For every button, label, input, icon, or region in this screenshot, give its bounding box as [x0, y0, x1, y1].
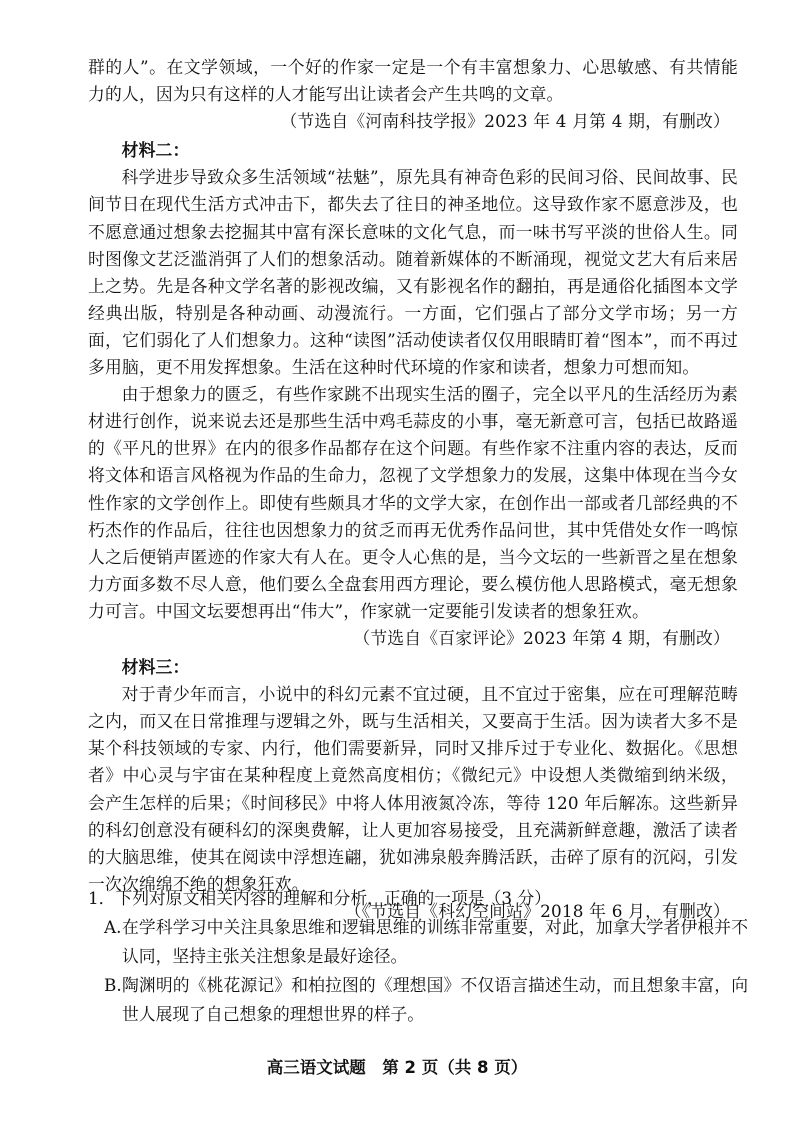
source-citation-2: （节选自《百家评论》2023 年第 4 期，有删改）	[353, 627, 730, 648]
material-3-heading: 材料三：	[121, 657, 190, 678]
reading-material	[88, 54, 738, 925]
option-a-text: 在学科学习中关注具象思维和逻辑思维的训练非常重要，对此，加拿大学者伊根并不认同，坚持主张关注想象是最好途径。	[122, 917, 748, 966]
intro-paragraph: 群的人”。在文学领域，一个好的作家一定是一个有丰富想象力、心思敏感、有共情能力的人，因为只有这样的人才能写出让读者会产生共鸣的文章。	[88, 57, 738, 105]
material-3-paragraph-1: 对于青少年而言，小说中的科幻元素不宜过硬，且不宜过于密集，应在可理解范畴之内，而又在日常推理与逻辑之外，既与生活相关，又要高于生活。因为读者大多不是某个科技领域的专家、内行，他们需要新异，同时又排斥过于专业化、数据化。《思想者》中心灵与宇宙在某种程度上竟然高度相仿；《微纪元》中设想人类微缩到纳米级，会产生怎样的后果；《时间移民》中将人体用液氮冷冻，等待 120 年后解冻。这些新异的科幻创意没有硬科幻的深奥费解，让人更加容易接受，且充满新鲜意趣，激活了读者的大脑思维，使其在阅读中浮想连翩，犹如沸泉般奔腾活跃，击碎了原有的沉闷，引发一次次绵绵不绝的想象狂欢。	[88, 684, 738, 894]
source-citation-3: （《节选自《科幻空间站》2018 年 6 月，有删改）	[344, 900, 730, 921]
source-citation-1: （节选自《河南科技学报》2023 年 4 月第 4 期，有删改）	[280, 111, 730, 132]
option-b-text: 陶渊明的《桃花源记》和柏拉图的《理想国》不仅语言描述生动，而且想象丰富，向世人展现了自己想象的理想世界的样子。	[122, 975, 748, 1024]
material-2-paragraph-1: 科学进步导致众多生活领域“祛魅”，原先具有神奇色彩的民间习俗、民间故事、民间节日在现代生活方式冲击下，都失去了往日的神圣地位。这导致作家不愿意涉及，也不愿意通过想象去挖掘其中富有深长意味的文化气息，而一味书写平淡的世俗人生。同时图像文艺泛滥消弭了人们的想象活动。随着新媒体的不断涌现，视觉文艺大有后来居上之势。先是各种文学名著的影视改编，又有影视名作的翻拍，再是通俗化插图本文学经典出版，特别是各种动画、动漫流行。一方面，它们强占了部分文学市场；另一方面，它们弱化了人们想象力。这种“读图”活动使读者仅仅用眼睛盯着“图本”，而不再过多用脑，更不用发挥想象。生活在这种时代环境的作家和读者，想象力可想而知。	[88, 167, 738, 378]
material-2-paragraph-2: 由于想象力的匮乏，有些作家跳不出现实生活的圈子，完全以平凡的生活经历为素材进行创作，说来说去还是那些生活中鸡毛蒜皮的小事，毫无新意可言，包括已故路遥的《平凡的世界》在内的很多作品都存在这个问题。有些作家不注重内容的表达，反而将文体和语言风格视为作品的生命力，忽视了文学想象力的发展，这集中体现在当今女性作家的文学创作上。即使有些颇具才华的文学大家，在创作出一部或者几部经典的不朽杰作的作品后，往往也因想象力的贫乏而再无优秀作品问世，其中凭借处女作一鸣惊人之后便销声匿迹的作家大有人在。更令人心焦的是，当今文坛的一些新晋之星在想象力方面多数不尽人意，他们要么全盘套用西方理论，要么模仿他人思路模式，毫无想象力可言。中国文坛要想再出“伟大”，作家就一定要能引发读者的想象狂欢。	[88, 384, 738, 621]
option-a	[88, 913, 748, 971]
material-2-heading: 材料二：	[121, 140, 190, 161]
option-a-letter: A.	[104, 917, 122, 937]
option-b	[88, 971, 748, 1029]
question-1	[88, 884, 748, 1029]
page-footer: 高三语文试题 第 2 页（共 8 页）	[266, 1058, 528, 1077]
option-b-letter: B.	[104, 975, 122, 995]
question-1-stem: 1．下列对原文相关内容的理解和分析，正确的一项是（3 分）	[88, 888, 552, 908]
